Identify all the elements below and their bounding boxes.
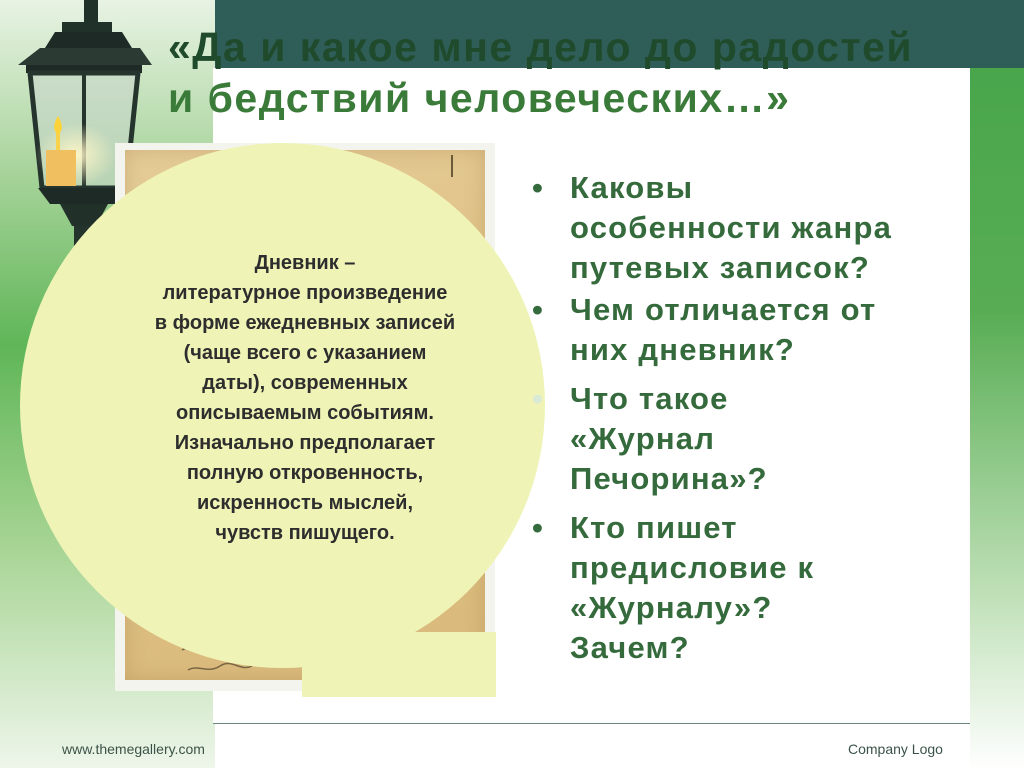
question-list xyxy=(532,168,962,668)
list-item xyxy=(532,508,962,668)
question-text: Каковы особенности жанра путевых записок? xyxy=(570,170,893,285)
definition-corner-box xyxy=(302,632,496,697)
question-text: Чем отличается от них дневник? xyxy=(570,292,877,367)
question-text: Кто пишет предисловие к «Журналу»? Зачем? xyxy=(570,510,815,665)
list-item xyxy=(532,168,962,288)
company-logo-text: Company Logo xyxy=(848,741,943,757)
slide-title xyxy=(168,22,988,124)
list-item xyxy=(532,290,962,370)
title-line-1: «Да и какое мне дело до радостей xyxy=(168,24,914,70)
footer-url: www.themegallery.com xyxy=(62,741,205,757)
footer-divider xyxy=(213,723,970,724)
right-green-strip xyxy=(970,65,1024,770)
question-text: Что такое «Журнал Печорина»? xyxy=(570,381,768,496)
list-item xyxy=(532,379,962,499)
diary-definition: Дневник – литературное произведение в форме ежедневных записей (чаще всего с указанием даты), современных описываемым событиям. Изначально предполагает полную откровенность, искренность мыслей, чувств пишущего. xyxy=(154,252,456,544)
title-line-2: и бедствий человеческих…» xyxy=(168,75,791,121)
page-mark xyxy=(450,155,454,177)
